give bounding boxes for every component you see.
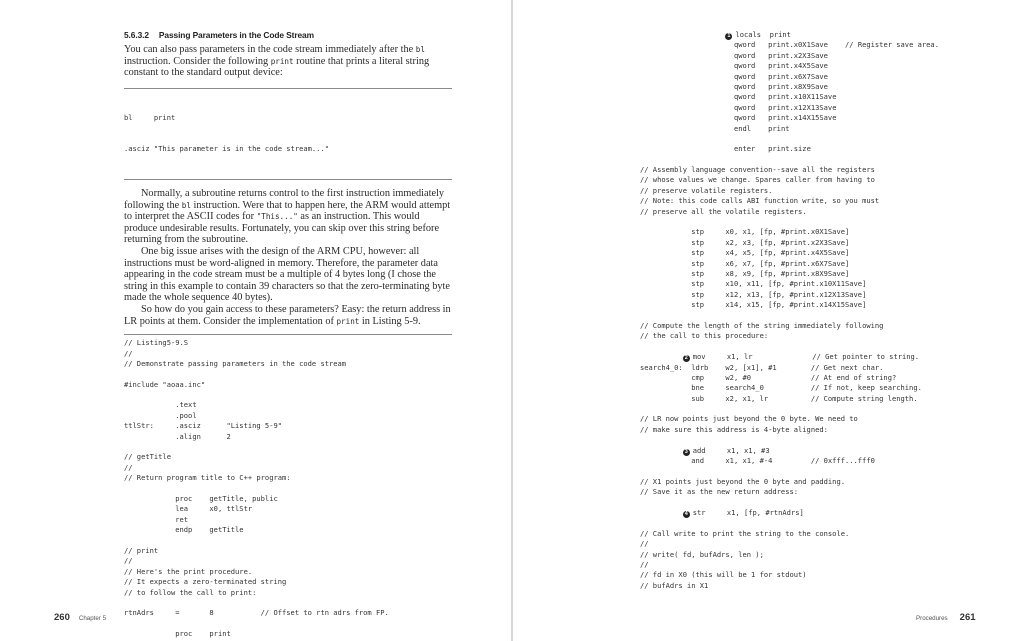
code-text: search4_0: ldrb w2, [x1], #1 // Get next char. xyxy=(640,362,884,372)
code-line xyxy=(640,498,980,508)
code-line: // Return program title to C++ program: xyxy=(124,473,291,483)
code-line xyxy=(640,342,980,352)
code-line xyxy=(124,598,452,608)
code-text: // Compute the length of the string immediately following xyxy=(640,320,884,330)
code-text: // xyxy=(640,559,649,569)
code-line: ret xyxy=(124,514,189,524)
code-line: // Demonstrate passing parameters in the code stream xyxy=(124,358,347,368)
body-paragraph xyxy=(124,188,452,246)
code-text: // Save it as the new return address: xyxy=(640,487,799,497)
code-listing xyxy=(124,338,452,639)
code-line: // print xyxy=(124,545,159,555)
code-line xyxy=(640,331,980,341)
text-run: You can also pass parameters in the code stream immediately after the xyxy=(124,44,416,55)
code-text: qword print.x12X13Save xyxy=(733,102,837,112)
code-text: // whose values we change. Spares caller from having to xyxy=(640,175,875,185)
code-line xyxy=(640,207,980,217)
code-line xyxy=(640,550,980,560)
code-line: // Listing5-9.S xyxy=(124,338,189,348)
left-page xyxy=(0,0,511,641)
code-line xyxy=(124,442,452,452)
code-text: // LR now points just beyond the 0 byte. We need to xyxy=(640,414,858,424)
code-text: stp x14, x15, [fp, #print.x14X15Save] xyxy=(640,300,867,310)
code-line xyxy=(640,404,980,414)
section-title: Passing Parameters in the Code Stream xyxy=(158,30,314,40)
code-line xyxy=(124,390,452,400)
code-line xyxy=(640,446,980,456)
code-text: bne search4_0 // If not, keep searching. xyxy=(640,383,922,393)
code-text: qword print.x2X3Save xyxy=(733,50,828,60)
code-line xyxy=(640,518,980,528)
code-line xyxy=(640,165,980,175)
code-text: endl print xyxy=(733,123,790,133)
inline-code: bl xyxy=(181,200,191,210)
code-line xyxy=(640,30,980,40)
code-text: cmp w2, #0 // At end of string? xyxy=(640,372,897,382)
code-text: qword print.x10X11Save xyxy=(733,92,837,102)
text-run: in Listing 5-9. xyxy=(359,315,421,327)
code-line xyxy=(124,619,452,629)
code-line xyxy=(640,352,980,362)
code-text: stp x8, x9, [fp, #print.x8X9Save] xyxy=(640,268,850,278)
code-line xyxy=(640,144,980,154)
code-text: enter print.size xyxy=(733,144,811,154)
code-line: proc print xyxy=(124,629,231,639)
callout-marker-icon: 1 xyxy=(727,33,731,39)
callout-marker-icon: 4 xyxy=(684,510,688,517)
text-run: as an instruction. This would produce undesirable results. Fortunately, you can skip over this string before returning from the subroutine. xyxy=(124,211,440,246)
code-line xyxy=(640,487,980,497)
code-line xyxy=(640,92,980,102)
page-number: 260 xyxy=(54,612,70,623)
code-line xyxy=(124,369,452,379)
code-line xyxy=(640,72,980,82)
code-line xyxy=(640,238,980,248)
code-listing xyxy=(640,30,980,591)
body-paragraph: One big issue arises with the design of the ARM CPU, however: all instructions must be word-aligned in memory. Therefore, the parameter data appearing in the code stream must be a multiple of 4 bytes long (I chose the string in this example to contain 39 characters so that the zero-terminating byte made the whole sequence 40 bytes). xyxy=(124,245,450,304)
code-line xyxy=(640,456,980,466)
code-line: proc getTitle, public xyxy=(124,493,278,503)
code-text: qword print.x14X15Save xyxy=(733,113,837,123)
code-line: // xyxy=(124,556,133,566)
code-line: // Here's the print procedure. xyxy=(124,566,253,576)
section-heading xyxy=(124,30,452,40)
code-line xyxy=(640,279,980,289)
code-text: stp x10, x11, [fp, #print.x10X11Save] xyxy=(640,279,867,289)
text-run: routine that prints a literal string constant to the standard output device: xyxy=(124,55,430,79)
code-line xyxy=(640,363,980,373)
code-line xyxy=(640,259,980,269)
code-line xyxy=(640,394,980,404)
code-line xyxy=(124,536,452,546)
inline-code: bl xyxy=(415,45,425,54)
code-text: stp x0, x1, [fp, #print.x0X1Save] xyxy=(640,227,850,237)
code-line: // It expects a zero-terminated string xyxy=(124,577,287,587)
left-column xyxy=(124,30,452,639)
code-line xyxy=(640,508,980,518)
code-text: qword print.x6X7Save xyxy=(733,71,828,81)
code-line xyxy=(640,570,980,580)
code-text: // Assembly language convention--save all the registers xyxy=(640,165,875,175)
text-run: instruction. Consider the following xyxy=(124,55,271,67)
divider xyxy=(124,88,452,89)
code-line xyxy=(640,321,980,331)
code-line: // xyxy=(124,348,133,358)
code-line xyxy=(640,227,980,237)
right-column xyxy=(640,30,980,591)
code-line xyxy=(640,539,980,549)
code-line: #include "aoaa.inc" xyxy=(124,379,206,389)
code-line xyxy=(640,155,980,165)
code-text: // fd in X0 (this will be 1 for stdout) xyxy=(640,570,807,580)
code-line xyxy=(640,124,980,134)
code-line xyxy=(640,383,980,393)
code-text: qword print.x0X1Save // Register save area. xyxy=(733,40,939,50)
code-text: stp x6, x7, [fp, #print.x6X7Save] xyxy=(640,258,850,268)
code-line xyxy=(640,466,980,476)
code-line xyxy=(640,373,980,383)
code-line xyxy=(640,529,980,539)
code-line xyxy=(640,186,980,196)
code-line xyxy=(640,217,980,227)
code-text: // bufAdrs in X1 xyxy=(640,580,709,590)
code-text: stp x2, x3, [fp, #print.x2X3Save] xyxy=(640,237,850,247)
code-text: mov x1, lr // Get pointer to string. xyxy=(692,352,920,362)
code-line xyxy=(640,311,980,321)
code-text: // preserve volatile registers. xyxy=(640,185,773,195)
text-run: instruction. Were that to happen here, the ARM would attempt to interpret the ASCII codes for xyxy=(124,199,451,223)
code-line xyxy=(640,113,980,123)
code-text: // preserve all the volatile registers. xyxy=(640,206,807,216)
code-line xyxy=(640,425,980,435)
code-line: // xyxy=(124,462,133,472)
code-line xyxy=(640,414,980,424)
code-line: .align 2 xyxy=(124,431,231,441)
code-text: and x1, x1, #-4 // 0xfff...fff0 xyxy=(640,456,875,466)
code-text: // Note: this code calls ABI function write, so you must xyxy=(640,196,880,206)
code-text: // Call write to print the string to the console. xyxy=(640,528,850,538)
code-line: ttlStr: .asciz "Listing 5-9" xyxy=(124,421,283,431)
code-line xyxy=(640,269,980,279)
code-text: sub x2, x1, lr // Compute string length. xyxy=(640,393,918,403)
code-line xyxy=(640,103,980,113)
text-run: So how do you gain access to these parameters? Easy: the return address in LR points at them. Consider the implementation of xyxy=(124,303,451,327)
code-text: add x1, x1, #3 xyxy=(692,445,770,455)
code-line xyxy=(640,82,980,92)
code-text: qword print.x4X5Save xyxy=(733,61,828,71)
running-head: Chapter 5 xyxy=(78,615,107,622)
code-line xyxy=(124,484,452,494)
code-text: qword print.x8X9Save xyxy=(733,81,828,91)
code-line xyxy=(640,300,980,310)
page-footer xyxy=(54,607,106,625)
code-line xyxy=(640,435,980,445)
inline-code: "This..." xyxy=(256,212,298,222)
page-footer xyxy=(916,607,976,625)
running-head: Procedures xyxy=(916,615,948,622)
text-run: Normally, a subroutine returns control to the first instruction immediately following the xyxy=(124,188,445,211)
code-line xyxy=(640,61,980,71)
code-line xyxy=(640,175,980,185)
code-line xyxy=(640,560,980,570)
code-text: str x1, [fp, #rtnAdrs] xyxy=(692,507,804,517)
page-number: 261 xyxy=(959,612,976,623)
code-line xyxy=(640,248,980,258)
section-number: 5.6.3.2 xyxy=(124,30,149,40)
code-line xyxy=(640,51,980,61)
callout-marker-icon: 2 xyxy=(684,355,688,362)
code-line xyxy=(640,40,980,50)
divider xyxy=(124,179,452,180)
code-line: .text xyxy=(124,400,197,410)
body-paragraph xyxy=(124,304,452,327)
code-text: // write( fd, bufAdrs, len ); xyxy=(640,549,764,559)
code-text: // make sure this address is 4-byte aligned: xyxy=(640,424,828,434)
code-text: // the call to this procedure: xyxy=(640,331,769,341)
code-text: // xyxy=(640,539,649,549)
code-line xyxy=(640,134,980,144)
right-page xyxy=(513,0,1024,641)
inline-code: print xyxy=(336,316,360,326)
code-text: // X1 points just beyond the 0 byte and padding. xyxy=(640,476,845,486)
code-line: .pool xyxy=(124,410,197,420)
code-line xyxy=(640,581,980,591)
code-line: endp getTitle xyxy=(124,525,244,535)
code-line: lea x0, ttlStr xyxy=(124,504,253,514)
divider xyxy=(124,334,452,335)
code-line: // getTitle xyxy=(124,452,171,462)
code-line: .asciz "This parameter is in the code stream..." xyxy=(124,143,329,153)
code-line: // to follow the call to print: xyxy=(124,587,257,597)
code-text: locals print xyxy=(735,30,791,39)
inline-code: print xyxy=(270,56,294,66)
callout-marker-icon: 3 xyxy=(684,448,688,455)
code-text: stp x12, x13, [fp, #print.x12X13Save] xyxy=(640,289,867,299)
code-line xyxy=(640,477,980,487)
code-text: stp x4, x5, [fp, #print.x4X5Save] xyxy=(640,248,850,258)
code-line xyxy=(640,196,980,206)
intro-paragraph xyxy=(124,44,452,79)
code-line xyxy=(640,290,980,300)
code-line: rtnAdrs = 8 // Offset to rtn adrs from FP. xyxy=(124,608,389,618)
code-line: bl print xyxy=(124,112,176,122)
code-snippet xyxy=(124,92,452,175)
